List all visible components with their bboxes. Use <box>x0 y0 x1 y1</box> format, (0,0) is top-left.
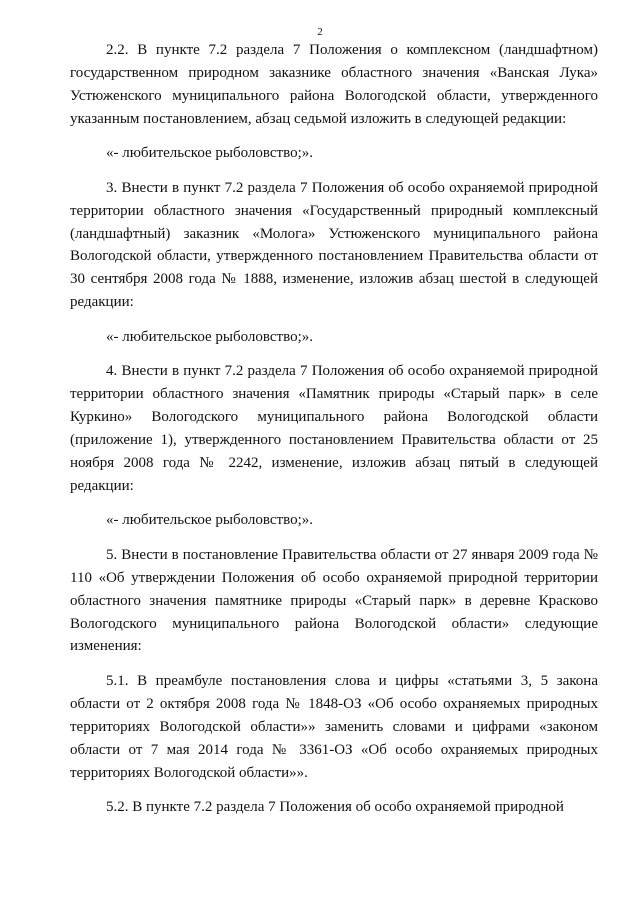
quoted-amendment: «- любительское рыболовство;». <box>106 328 314 345</box>
quoted-amendment: «- любительское рыболовство;». <box>106 145 314 162</box>
paragraph-5-2: 5.2. В пункте 7.2 раздела 7 Положения об особо охраняемой природной <box>106 799 564 816</box>
paragraph-2-2: 2.2. В пункте 7.2 раздела 7 Положения о комплексном (ландшафтном) государственном природном заказнике областного значения «Ванская Лука» Устюженского муниципального района Вологодской области, утвержденного указанным постановлением, абзац седьмой изложить в следующей редакции: <box>70 42 598 127</box>
paragraph-3: 3. Внести в пункт 7.2 раздела 7 Положения об особо охраняемой природной территории областного значения «Государственный природный комплексный (ландшафтный) заказник «Молога» Устюженского муниципального района Вологодской области, утвержденного постановлением Правительства области от 30 сентября 2008 года № 1888, изменение, изложив абзац шестой в следующей редакции: <box>70 179 598 311</box>
page-number: 2 <box>317 26 323 38</box>
paragraph-5: 5. Внести в постановление Правительства области от 27 января 2009 года № 110 «Об утверждении Положения об особо охраняемой природной территории областного значения памятнике природы «Старый парк» в деревне Красково Вологодского муниципального района Вологодской области» следующие изменения: <box>70 546 598 655</box>
paragraph-4: 4. Внести в пункт 7.2 раздела 7 Положения об особо охраняемой природной территории областного значения «Памятник природы «Старый парк» в селе Куркино» Вологодского муниципального района Вологодской области (приложение 1), утвержденного постановлением Правительства области от 25 ноября 2008 года № 2242, изменение, изложив абзац пятый в следующей редакции: <box>70 363 598 494</box>
paragraph-5-1: 5.1. В преамбуле постановления слова и цифры «статьями 3, 5 закона области от 2 октября 2008 года № 1848-ОЗ «Об особо охраняемых природных территориях Вологодской области»» заменить словами и цифрами «законом области от 7 мая 2014 года № 3361-ОЗ «Об особо охраняемых природных территориях Вологодской области»». <box>70 672 598 781</box>
document-body <box>70 39 598 831</box>
quoted-amendment: «- любительское рыболовство;». <box>106 512 314 529</box>
